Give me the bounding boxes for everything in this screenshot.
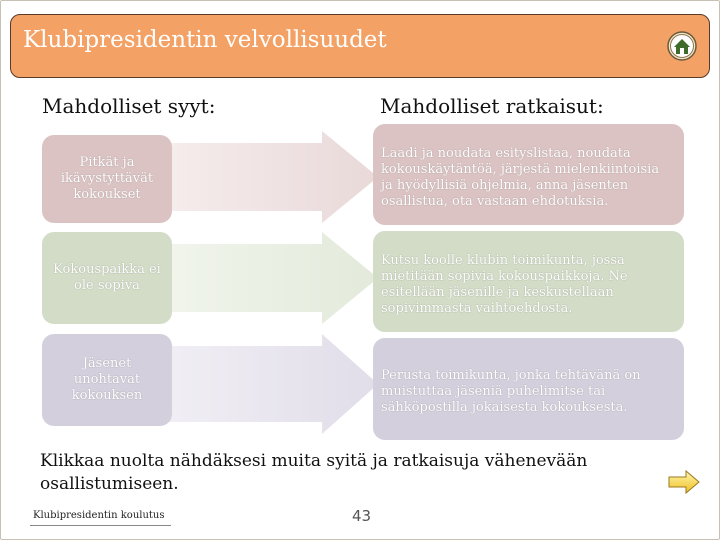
cause-box <box>42 334 172 426</box>
arrow-row-3 <box>160 334 378 434</box>
cause-text: Pitkät ja ikävystyttävät kokoukset <box>60 155 154 202</box>
solution-text: Laadi ja noudata esityslistaa, noudata kokouskäytäntöä, järjestä mielenkiintoisia ja hyödyllisiä ohjelmia, anna jäsenten osallistua, ota vastaan ehdotuksia. <box>381 145 660 209</box>
solutions-heading: Mahdolliset ratkaisut: <box>380 94 604 118</box>
arrow-row-1 <box>160 131 378 223</box>
cause-text: Jäsenet unohtavat kokouksen <box>71 356 143 403</box>
cause-box <box>42 232 172 324</box>
solution-box <box>373 124 684 225</box>
page-number: 43 <box>352 507 372 525</box>
arrow-row-2 <box>160 232 378 324</box>
instruction-note: Klikkaa nuolta nähdäksesi muita syitä ja ratkaisuja vähenevään osallistumiseen. <box>40 451 588 494</box>
cause-box <box>42 135 172 223</box>
solution-box <box>373 231 684 332</box>
solution-text: Kutsu koolle klubin toimikunta, jossa mietitään sopivia kokouspaikkoja. Ne esitellään jäsenille ja keskustellaan sopivimmasta vaihtoehdosta. <box>381 252 628 316</box>
next-button[interactable] <box>666 468 702 496</box>
footer-label: Klubipresidentin koulutus <box>30 506 171 526</box>
solution-box <box>373 338 684 440</box>
solution-text: Perusta toimikunta, jonka tehtävänä on muistuttaa jäseniä puhelimitse tai sähköpostilla jokaisesta kokouksesta. <box>381 368 641 415</box>
next-arrow-icon <box>666 468 702 496</box>
causes-heading: Mahdolliset syyt: <box>42 94 216 118</box>
cause-text: Kokouspaikka ei ole sopiva <box>53 262 161 293</box>
slide-title: Klubipresidentin velvollisuudet <box>23 27 387 53</box>
